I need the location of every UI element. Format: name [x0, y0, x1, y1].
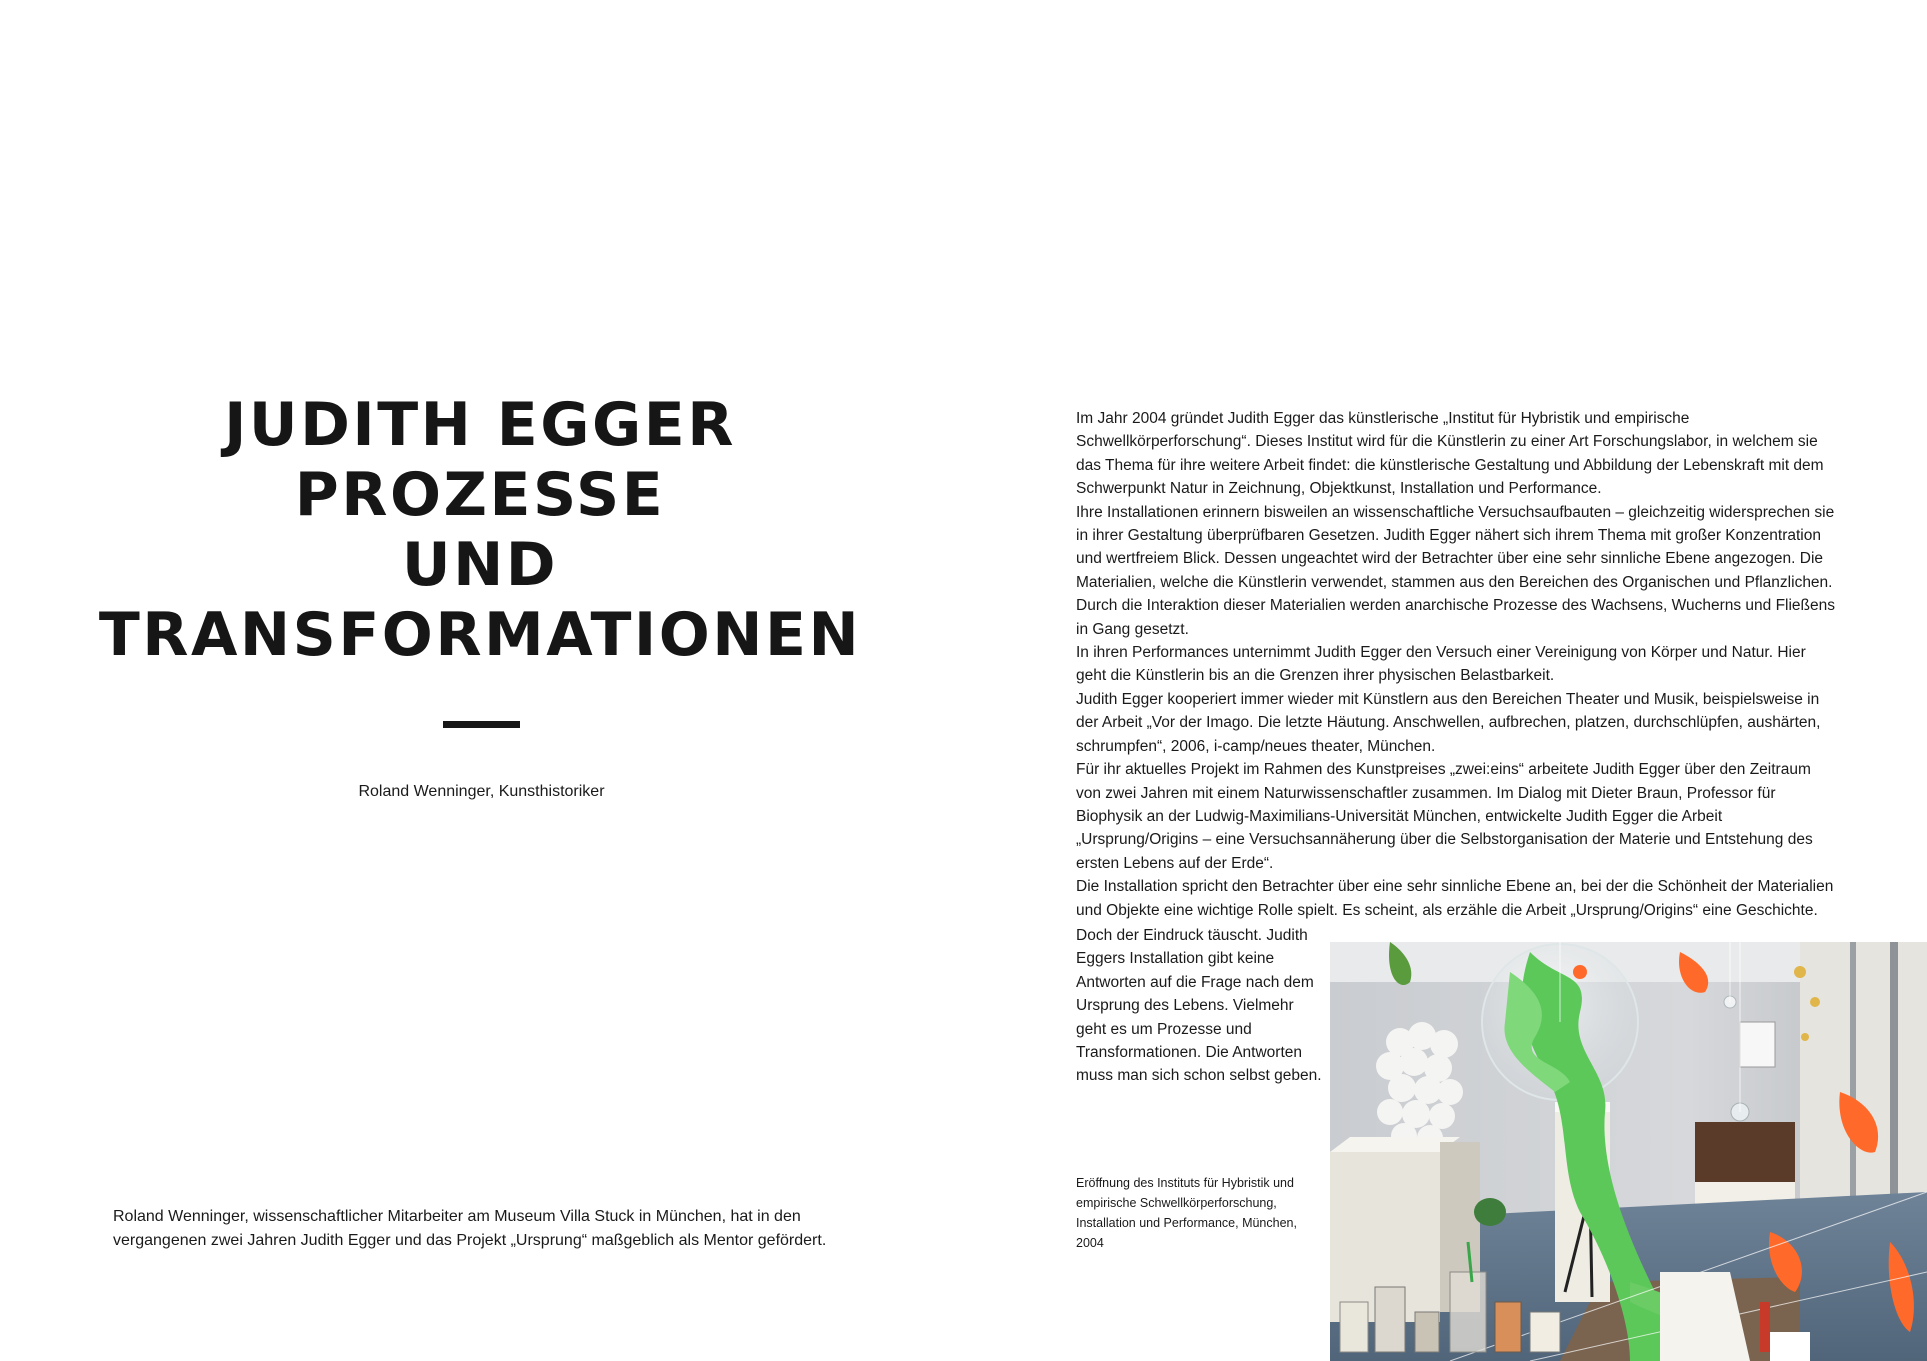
photo-caption: Eröffnung des Instituts für Hybristik und empirische Schwellkörperforschung, Installation und Performance, München, 2004 [1076, 1176, 1297, 1250]
title-line: PROZESSE [294, 460, 666, 530]
installation-photo-illustration [1330, 942, 1927, 1361]
body-paragraph: Judith Egger kooperiert immer wieder mit Künstlern aus den Bereichen Theater und Musik, beispielsweise in der Arbeit „Vor der Imago. Die letzte Häutung. Anschwellen, aufbrechen, platzen, durchschlüpfen, aushärten, schrumpfen“, 2006, i-camp/neues theater, München. [1076, 690, 1821, 755]
article-body [1076, 407, 1836, 922]
article-body-closing: Doch der Eindruck täuscht. Judith Eggers Installation gibt keine Antworten auf die Frage nach dem Ursprung des Lebens. Vielmehr geht es um Prozesse und Transformationen. Die Antworten muss man sich schon selbst geben. [1076, 927, 1322, 1085]
title-line: UND [401, 530, 559, 600]
author-byline: Roland Wenninger, Kunsthistoriker [358, 783, 605, 800]
body-paragraph: Die Installation spricht den Betrachter über eine sehr sinnliche Ebene an, bei der die Schönheit der Materialien und Objekte eine wichtige Rolle spielt. Es scheint, als erzähle die Arbeit „Ursprung/Origins“ eine Geschichte. [1076, 878, 1834, 919]
article-title [80, 390, 880, 670]
title-line: JUDITH EGGER [224, 390, 736, 460]
title-divider [443, 721, 520, 728]
installation-photo [1330, 942, 1927, 1361]
title-line: TRANSFORMATIONEN [98, 600, 862, 670]
body-paragraph: Für ihr aktuelles Projekt im Rahmen des Kunstpreises „zwei:eins“ arbeitete Judith Egger über den Zeitraum von zwei Jahren mit einem Naturwissenschaftler zusammen. Im Dialog mit Dieter Braun, Professor für Biophysik an der Ludwig-Maximilians-Universität München, entwickelte Judith Egger die Arbeit „Ursprung/Origins – eine Versuchsannäherung über die Selbstorganisation der Materie und Entstehung des ersten Lebens auf der Erde“. [1076, 761, 1813, 872]
body-paragraph: In ihren Performances unternimmt Judith Egger den Versuch einer Vereinigung von Körper und Natur. Hier geht die Künstlerin bis an die Grenzen ihrer physischen Belastbarkeit. [1076, 644, 1806, 685]
body-paragraph: Ihre Installationen erinnern bisweilen an wissenschaftliche Versuchsaufbauten – gleichzeitig widersprechen sie in ihrer Gestaltung überprüfbaren Gesetzen. Judith Egger nähert sich ihrem Thema mit großer Konzentration und wertfreiem Blick. Dessen ungeachtet wird der Betrachter über eine sehr sinnliche Ebene angezogen. Die Materialien, welche die Künstlerin verwendet, stammen aus den Bereichen des Organischen und Pflanzlichen. Durch die Interaktion dieser Materialien werden anarchische Prozesse des Wachsens, Wucherns und Fließens in Gang gesetzt. [1076, 503, 1836, 638]
author-bio: Roland Wenninger, wissenschaftlicher Mitarbeiter am Museum Villa Stuck in München, hat in den vergangenen zwei Jahren Judith Egger und das Projekt „Ursprung“ maßgeblich als Mentor gefördert. [113, 1208, 827, 1249]
body-paragraph: Im Jahr 2004 gründet Judith Egger das künstlerische „Institut für Hybristik und empirische Schwellkörperforschung“. Dieses Institut wird für die Künstlerin zu einer Art Forschungslabor, in welchem sie das Thema für ihre weitere Arbeit findet: die künstlerische Gestaltung und Abbildung der Lebenskraft mit dem Schwerpunkt Natur in Zeichnung, Objektkunst, Installation und Performance. [1076, 410, 1824, 498]
